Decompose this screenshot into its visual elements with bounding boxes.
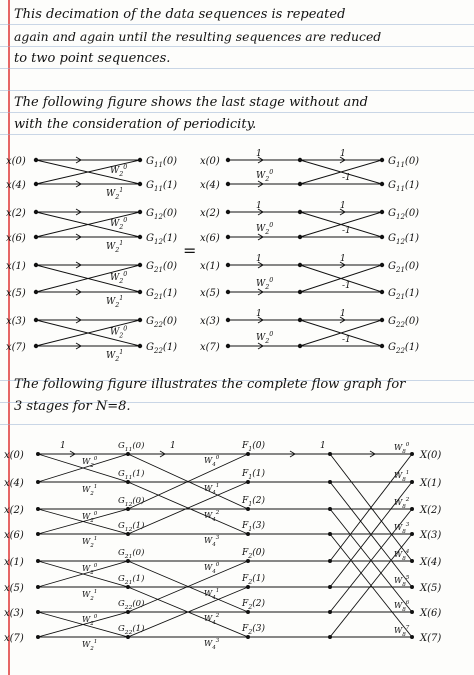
twiddle-label: $W_2^0$: [256, 222, 274, 236]
node-dot: [226, 210, 230, 214]
paper-rule: [0, 112, 474, 113]
output-label: X(2): [420, 505, 442, 516]
node-dot: [380, 235, 384, 239]
twiddle-label: $W_2^1$: [106, 187, 124, 201]
input-label: x(2): [4, 505, 24, 516]
text-line-6: The following figure illustrates the complete flow graph for: [14, 377, 406, 392]
node-dot: [34, 158, 38, 162]
node-dot: [410, 480, 414, 484]
output-label: $G_{12}(1)$: [388, 233, 420, 246]
node-dot: [410, 532, 414, 536]
node-dot: [328, 635, 332, 639]
paper-rule: [0, 46, 474, 47]
twiddle-w8-label: $W_8^2$: [394, 497, 410, 510]
text-line-4: The following figure shows the last stage without and: [14, 95, 369, 110]
node-dot: [138, 235, 142, 239]
node-dot: [410, 559, 414, 563]
node-dot: [298, 290, 302, 294]
input-label: x(5): [200, 288, 220, 299]
twiddle-label: $W_2^0$: [110, 164, 128, 179]
text-line-3: to two point sequences.: [14, 51, 171, 66]
node-dot: [298, 318, 302, 322]
node-dot: [328, 610, 332, 614]
input-label: x(0): [4, 450, 24, 461]
input-label: x(2): [6, 208, 26, 219]
node-dot: [380, 290, 384, 294]
node-dot: [226, 158, 230, 162]
input-label: x(4): [200, 180, 220, 191]
node-dot: [34, 263, 38, 267]
node-dot: [380, 344, 384, 348]
node-dot: [34, 318, 38, 322]
twiddle-w4-label: $W_4^1$: [204, 588, 220, 601]
text-line-5: with the consideration of periodicity.: [14, 117, 257, 132]
input-label: x(7): [4, 633, 24, 644]
node-dot: [226, 182, 230, 186]
node-dot: [328, 585, 332, 589]
node-dot: [34, 344, 38, 348]
input-label: x(0): [200, 156, 220, 167]
output-label: $G_{11}(0)$: [146, 156, 178, 169]
stage2-label: $F_2(2)$: [242, 599, 266, 611]
node-dot: [380, 210, 384, 214]
output-label: $G_{21}(0)$: [388, 261, 420, 274]
minus-one-label: -1: [342, 281, 351, 291]
node-dot: [34, 290, 38, 294]
twiddle-w8-label: $W_8^7$: [394, 625, 410, 638]
twiddle-w4-label: $W_4^1$: [204, 483, 220, 496]
node-dot: [36, 635, 40, 639]
twiddle-w2-label: $W_2^1$: [82, 639, 98, 652]
node-dot: [138, 318, 142, 322]
node-dot: [298, 235, 302, 239]
twiddle-label: $W_2^0$: [256, 331, 274, 345]
output-label: X(3): [420, 530, 442, 541]
twiddle-label: $W_2^0$: [256, 277, 274, 291]
node-dot: [36, 559, 40, 563]
twiddle-w2-label: $W_2^1$: [82, 484, 98, 497]
output-label: $G_{21}(1)$: [146, 288, 178, 301]
input-label: x(3): [4, 608, 24, 619]
stage1-label: $G_{12}(1)$: [118, 521, 145, 533]
node-dot: [328, 452, 332, 456]
twiddle-w2-label: $W_2^0$: [82, 456, 98, 469]
node-dot: [380, 182, 384, 186]
node-dot: [138, 158, 142, 162]
output-label: $G_{22}(0)$: [146, 316, 178, 329]
input-label: x(5): [4, 583, 24, 594]
node-dot: [138, 344, 142, 348]
twiddle-label: $W_2^0$: [110, 270, 128, 285]
twiddle-w4-label: $W_4^0$: [204, 562, 220, 575]
twiddle-w8-label: $W_8^0$: [394, 442, 410, 455]
input-label: x(7): [200, 342, 220, 353]
twiddle-label: $W_2^1$: [106, 240, 124, 254]
stage1-label: $G_{22}(1)$: [118, 624, 145, 636]
node-dot: [138, 290, 142, 294]
input-label: x(7): [6, 342, 26, 353]
stage1-label: $G_{12}(0)$: [118, 496, 145, 508]
output-label: X(0): [420, 450, 442, 461]
node-dot: [226, 263, 230, 267]
output-label: $G_{11}(1)$: [146, 180, 178, 193]
node-dot: [298, 182, 302, 186]
twiddle-w4-label: $W_4^3$: [204, 638, 220, 651]
input-label: x(4): [4, 478, 24, 489]
twiddle-w4-label: $W_4^0$: [204, 455, 220, 468]
stage2-label: $F_1(0)$: [242, 441, 266, 453]
input-label: x(1): [200, 261, 220, 272]
gain-one-label: 1: [60, 441, 66, 451]
figure-last-stage: [0, 140, 474, 370]
twiddle-w4-label: $W_4^2$: [204, 613, 220, 626]
node-dot: [410, 610, 414, 614]
twiddle-w8-label: $W_8^3$: [394, 522, 410, 535]
text-line-2: again and again until the resulting sequences are reduced: [14, 29, 382, 44]
twiddle-w8-label: $W_8^5$: [394, 575, 410, 588]
node-dot: [298, 210, 302, 214]
output-label: $G_{12}(0)$: [388, 208, 420, 221]
node-dot: [226, 344, 230, 348]
input-label: x(6): [6, 233, 26, 244]
twiddle-label: $W_2^0$: [110, 325, 128, 340]
output-label: $G_{11}(0)$: [388, 156, 420, 169]
twiddle-w8-label: $W_8^4$: [394, 549, 410, 562]
gain-one-label: 1: [256, 201, 262, 211]
node-dot: [410, 585, 414, 589]
twiddle-w4-label: $W_4^2$: [204, 510, 220, 523]
input-label: x(3): [200, 316, 220, 327]
input-label: x(5): [6, 288, 26, 299]
input-label: x(1): [6, 261, 26, 272]
output-label: $G_{12}(0)$: [146, 208, 178, 221]
output-label: X(5): [420, 583, 442, 594]
node-dot: [34, 210, 38, 214]
node-dot: [226, 235, 230, 239]
stage1-label: $G_{21}(0)$: [118, 548, 145, 560]
stage2-label: $F_2(1)$: [242, 574, 266, 586]
gain-one-label: 1: [340, 149, 346, 159]
paper-rule: [0, 24, 474, 25]
input-label: x(4): [6, 180, 26, 191]
node-dot: [328, 532, 332, 536]
input-label: x(0): [6, 156, 26, 167]
paper-rule: [0, 90, 474, 91]
stage1-label: $G_{11}(1)$: [118, 469, 145, 481]
stage1-label: $G_{11}(0)$: [118, 441, 145, 453]
minus-one-label: -1: [342, 226, 351, 236]
node-dot: [328, 507, 332, 511]
node-dot: [380, 158, 384, 162]
output-label: $G_{21}(1)$: [388, 288, 420, 301]
node-dot: [328, 559, 332, 563]
node-dot: [138, 210, 142, 214]
output-label: X(7): [420, 633, 442, 644]
twiddle-w2-label: $W_2^1$: [82, 536, 98, 549]
equals-sign: =: [183, 241, 197, 260]
node-dot: [36, 610, 40, 614]
node-dot: [410, 507, 414, 511]
node-dot: [410, 452, 414, 456]
output-label: $G_{22}(0)$: [388, 316, 420, 329]
node-dot: [298, 158, 302, 162]
output-label: $G_{22}(1)$: [388, 342, 420, 355]
node-dot: [36, 585, 40, 589]
node-dot: [36, 452, 40, 456]
output-label: $G_{21}(0)$: [146, 261, 178, 274]
node-dot: [380, 263, 384, 267]
stage1-label: $G_{22}(0)$: [118, 599, 145, 611]
output-label: X(6): [420, 608, 442, 619]
twiddle-w2-label: $W_2^0$: [82, 563, 98, 576]
input-label: x(3): [6, 316, 26, 327]
gain-one-label: 1: [340, 309, 346, 319]
minus-one-label: -1: [342, 335, 351, 345]
gain-one-label: 1: [256, 149, 262, 159]
gain-one-label: 1: [256, 309, 262, 319]
gain-one-label: 1: [340, 201, 346, 211]
text-line-1: This decimation of the data sequences is repeated: [14, 7, 346, 22]
node-dot: [226, 318, 230, 322]
gain-one-label: 1: [340, 254, 346, 264]
input-label: x(6): [200, 233, 220, 244]
stage2-label: $F_1(2)$: [242, 496, 266, 508]
node-dot: [328, 480, 332, 484]
twiddle-w8-label: $W_8^6$: [394, 600, 410, 613]
output-label: $G_{11}(1)$: [388, 180, 420, 193]
node-dot: [138, 263, 142, 267]
twiddle-label: $W_2^0$: [110, 216, 128, 231]
gain-one-label: 1: [170, 441, 176, 451]
paper-rule: [0, 134, 474, 135]
node-dot: [410, 635, 414, 639]
gain-one-label: 1: [256, 254, 262, 264]
input-label: x(2): [200, 208, 220, 219]
stage2-label: $F_1(3)$: [242, 521, 266, 533]
node-dot: [380, 318, 384, 322]
twiddle-label: $W_2^1$: [106, 295, 124, 309]
gain-one-label: 1: [320, 441, 326, 451]
node-dot: [34, 182, 38, 186]
node-dot: [226, 290, 230, 294]
paper-rule: [0, 68, 474, 69]
minus-one-label: -1: [342, 173, 351, 183]
twiddle-label: $W_2^1$: [106, 349, 124, 363]
node-dot: [298, 344, 302, 348]
stage2-label: $F_1(1)$: [242, 469, 266, 481]
paper-rule: [0, 424, 474, 425]
twiddle-w2-label: $W_2^1$: [82, 589, 98, 602]
output-label: $G_{12}(1)$: [146, 233, 178, 246]
output-label: $G_{22}(1)$: [146, 342, 178, 355]
stage2-label: $F_2(3)$: [242, 624, 266, 636]
twiddle-label: $W_2^0$: [256, 169, 274, 183]
node-dot: [34, 235, 38, 239]
stage2-label: $F_2(0)$: [242, 548, 266, 560]
text-line-7: 3 stages for N=8.: [14, 399, 131, 414]
node-dot: [36, 507, 40, 511]
output-label: X(4): [420, 557, 442, 568]
stage1-label: $G_{21}(1)$: [118, 574, 145, 586]
input-label: x(1): [4, 557, 24, 568]
node-dot: [138, 182, 142, 186]
figure-complete-flow-graph: [0, 430, 474, 670]
twiddle-w2-label: $W_2^0$: [82, 614, 98, 627]
twiddle-w8-label: $W_8^1$: [394, 470, 410, 483]
node-dot: [298, 263, 302, 267]
node-dot: [36, 480, 40, 484]
twiddle-w2-label: $W_2^0$: [82, 511, 98, 524]
node-dot: [36, 532, 40, 536]
output-label: X(1): [420, 478, 442, 489]
input-label: x(6): [4, 530, 24, 541]
twiddle-w4-label: $W_4^3$: [204, 535, 220, 548]
